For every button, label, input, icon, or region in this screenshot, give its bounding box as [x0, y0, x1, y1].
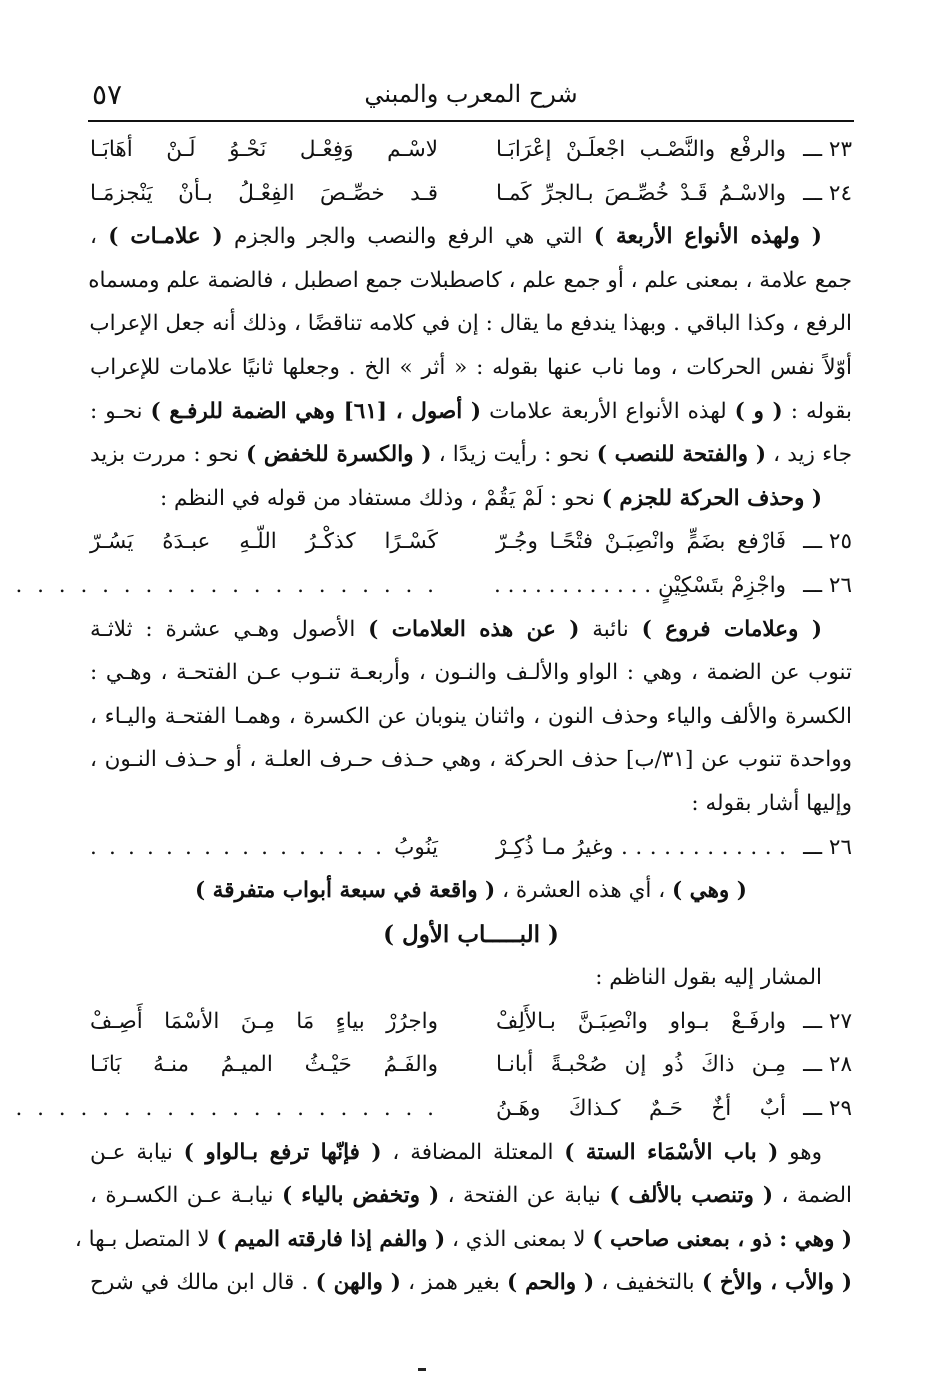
text-line: ( وعلامات فروع ) نائبة ( عن هذه العلامات ) الأصول وهـي عشرة : ثلاثـة — [90, 616, 822, 642]
verse-line — [90, 128, 852, 172]
verse-number: ٢٩ ـــ — [803, 1096, 852, 1122]
first-hemistich: والرفْع والنَّصْـب اجْعلَـنْ إعْرَابَـا — [496, 137, 786, 162]
first-hemistich: واجْزِمْ بتَسْكِيْنٍ . . . . . . . . . . . . — [493, 572, 786, 598]
verse-number: ٢٦ ـــ — [803, 572, 852, 598]
verse-number: ٢٨ ـــ — [803, 1052, 852, 1078]
section-heading: ( البـــــاب الأول ) — [383, 920, 559, 948]
text-line: المشار إليه بقول الناظم : — [595, 965, 822, 991]
first-hemistich: أبٌ أخٌ حَـمٌ كـذاكَ وهَـنُ — [496, 1096, 786, 1122]
verse-number: ٢٥ ـــ — [803, 529, 852, 555]
second-hemistich: يَنُوبُ . . . . . . . . . . . . . . . . — [90, 834, 438, 860]
first-hemistich: والاسْـمُ قَـدْ خُصِّـصَ بـالجرِّ كَمـا — [496, 180, 786, 206]
verse-number: ٢٤ ـــ — [803, 180, 852, 206]
verse-number: ٢٣ ـــ — [803, 137, 852, 162]
text-line: جاء زيد ، ( والفتحة للنصب ) نحو : رأيت زيدًا ، ( والكسرة للخفض ) نحو : مررت بزيد — [90, 442, 853, 468]
first-hemistich: فَارْفع بضَمٍّ وانْصِبَـنْ فتْحًـا وجُـرّ — [496, 529, 786, 555]
text-line: بقوله : ( و ) لهذه الأنواع الأربعة علامات ( أصول ، [٦١] وهي الضمة للرفـع ) نحـو : — [90, 398, 852, 424]
second-hemistich: . . . . . . . . . . . . . . . . . . . . — [15, 572, 438, 598]
text-line: ( والأب ، والأخ ) بالتخفيف ، ( والحم ) بغير همز ، ( والهن ) . قال ابن مالك في شرح — [90, 1270, 852, 1296]
verse-line — [15, 1087, 852, 1131]
text-line: وهو ( باب الأسْمَاء الستة ) المعتلة المضافة ، ( فإنّها ترفع بـالواو ) نيابة عـن — [90, 1139, 822, 1165]
text-line: وواحدة تنوب عن [٣١/ب] حذف الحركة ، وهي حـذف حـرف العلـة ، أو حـذف النـون ، — [90, 747, 853, 773]
text-line: الضمة ، ( وتنصب بالألف ) نيابة عن الفتحة ، ( وتخفض بالياء ) نيابـة عـن الكسـرة ، — [90, 1183, 853, 1209]
second-hemistich: قـد خصِّـصَ الفِعْـلُ بـأنْ يَنْجزمَـا — [90, 180, 438, 206]
first-hemistich: مِـن ذاكَ ذُو إن صُحْبـةً أبانـا — [496, 1052, 786, 1078]
text-line: جمع علامة ، بمعنى علم ، أو جمع علم ، كاصطبلات جمع اصطبل ، فالضمة علم ومسماه — [88, 267, 852, 293]
footer-mark — [418, 1368, 426, 1371]
text-line: أوّلاً نفس الحركات ، وما ناب عنها بقوله : « أثر » الخ . وجعلها ثانيًا علامات للإعراب — [90, 354, 852, 380]
verse-line — [90, 1000, 852, 1044]
first-hemistich: . . . . . . . . . . . . وغيرُ مـا ذُكِـرْ — [496, 834, 786, 860]
second-hemistich: والفَـمُ حَيْـثُ الميـمُ منـهُ بَانَـا — [90, 1052, 438, 1078]
second-hemistich: واجرُرْ بياءٍ مَا مِـنَ الأسْمَا أَصِـفْ — [90, 1008, 438, 1034]
running-title: شرح المعرب والمبني — [364, 80, 578, 108]
verse-line — [90, 172, 852, 216]
verse-line — [90, 520, 852, 564]
text-line: ( وهي ) ، أي هذه العشرة ، ( واقعة في سبعة أبواب متفرقة ) — [195, 878, 747, 904]
text-line: الكسرة والألف والياء وحذف النون ، واثنان ينوبان عن الكسرة ، وهمـا الفتحـة واليـاء ، — [90, 703, 852, 729]
verse-number: ٢٦ ـــ — [803, 834, 852, 860]
text-line: تنوب عن الضمة ، وهي : الواو والألـف والنـون ، وأربعـة تنـوب عـن الفتحـة ، وهـي : — [90, 660, 852, 686]
verse-number: ٢٧ ـــ — [803, 1008, 852, 1034]
text-line: ( ولهذه الأنواع الأربعة ) التي هي الرفع والنصب والجر والجزم ( علامـات ) ، — [90, 224, 822, 250]
verse-line — [15, 564, 852, 608]
verse-line — [90, 826, 852, 870]
verse-line — [90, 1043, 852, 1087]
second-hemistich: لاسْـم وَفِعْـل نَحْـوُ لَـنْ أهَابَـا — [90, 137, 438, 162]
page-number: ٥٧ — [92, 78, 123, 111]
text-line: ( وهي : ذو ، بمعنى صاحب ) لا بمعنى الذي ، ( والفم إذا فارقته الميم ) لا المتصل بـها ، — [74, 1226, 852, 1252]
text-line: ( وحذف الحركة للجزم ) نحو : لَمْ يَقُمْ ، وذلك مستفاد من قوله في النظم : — [159, 485, 822, 511]
second-hemistich: . . . . . . . . . . . . . . . . . . . . — [15, 1096, 438, 1122]
page-body — [15, 128, 853, 1305]
page-header — [88, 72, 854, 122]
first-hemistich: وارفَـعْ بـواو وانْصِبَـنَّ بـالأَلِفْ — [496, 1008, 786, 1034]
text-line: الرفع ، وكذا الباقي . وبهذا يندفع ما يقال : إن في كلامه تناقضًا ، وذلك أنه جعل الإعراب — [89, 311, 852, 337]
text-line: وإليها أشار بقوله : — [691, 790, 852, 816]
second-hemistich: كَسْـرًا كذكْـرُ اللّـهِ عبـدَهُ يَسُـرّ — [90, 529, 438, 555]
